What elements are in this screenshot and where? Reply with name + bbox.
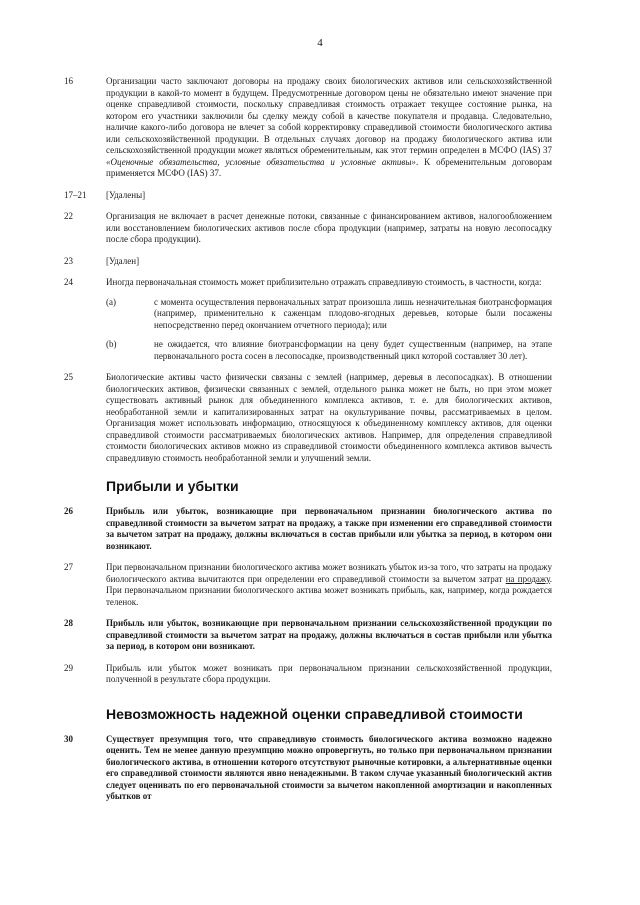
paragraph-number: 25 xyxy=(64,372,73,382)
paragraph-text: Прибыль или убыток, возникающие при первоначальном признании биологического актива по справедливой стоимости за вычетом затрат на продажу, а также при изменении его справедливой стоимости за вычетом затрат на продажу, должны включаться в состав прибыли или убытка за период, в котором они возникают. xyxy=(106,506,552,551)
paragraph-29 xyxy=(64,663,552,686)
paragraph-25 xyxy=(64,372,552,464)
paragraph-30 xyxy=(64,734,552,803)
paragraph-number: 29 xyxy=(64,662,73,673)
paragraph-number: 30 xyxy=(64,733,73,744)
paragraph-number: 16 xyxy=(64,76,73,86)
paragraph-27 xyxy=(64,562,552,608)
paragraph-text: Биологические активы часто физически связаны с землей (например, деревья в лесопосадках). В отношении биологических активов, физически связанных с землей, отдельного рынка может не быть, но при этом может существовать активный рынок для объединенного комплекса активов, т. е. для биологических активов, необработанной земли и капитализированных затрат на окультуривание почвы, рассматриваемых в целом. Организация может использовать информацию, относящуюся к объединенному комплексу активов, для оценки справедливой стоимости рассматриваемых биологических активов. Например, для определения справедливой стоимости биологических активов можно из справедливой стоимости объединенного комплекса активов вычесть справедливую стоимость необработанной земли и улучшений земли. xyxy=(106,372,552,463)
section-heading-gains-losses: Прибыли и убытки xyxy=(106,478,239,494)
paragraph-number: 28 xyxy=(64,618,73,628)
sub-item-text: с момента осуществления первоначальных затрат произошла лишь незначительная биотрансформация (например, применительно к саженцам плодово-ягодных деревьев, которые были посажены непосредственно перед окончанием отчетного периода); или xyxy=(154,296,552,330)
paragraph-number: 17–21 xyxy=(64,189,87,200)
standard-title: «Оценочные обязательства, условные обязательства и условные активы» xyxy=(106,156,416,167)
sub-item-a xyxy=(106,297,552,332)
paragraph-number: 24 xyxy=(64,277,73,287)
paragraph-23 xyxy=(64,256,552,268)
page-number: 4 xyxy=(317,37,323,49)
paragraph-text: [Удален] xyxy=(106,255,140,266)
paragraph-17-21 xyxy=(64,190,552,202)
paragraph-28 xyxy=(64,618,552,653)
section-heading-fair-value-unreliable: Невозможность надежной оценки справедливой стоимости xyxy=(106,705,523,722)
paragraph-text-end: . К обременительным договорам применяется МСФО (IAS) 37. xyxy=(106,156,552,178)
paragraph-26 xyxy=(64,506,552,552)
paragraph-text: Организации часто заключают договоры на продажу своих биологических активов или сельскохозяйственной продукции в какой-то момент в будущем. Предусмотренные договором цены не обязательно имеют значение при оценке справедливой стоимости, поскольку справедливая стоимость отражает текущее состояние рынка, на котором его участники заключили бы сделку между собой в качестве покупателя и продавца. Следовательно, наличие какого-либо договора не влечет за собой корректировку справедливой стоимости биологического актива или сельскохозяйственной продукции. В отдельных случаях договор на продажу биологического актива или сельскохозяйственной продукции может являться обременительным, как этот термин определен в МСФО (IAS) 37 xyxy=(106,76,552,155)
sub-item-text: не ожидается, что влияние биотрансформации на цену будет существенным (например, на этапе первоначального роста сосен в лесопосадке, производственный цикл которой составляет 30 лет). xyxy=(154,339,552,361)
paragraph-text: При первоначальном признании биологического актива может возникать убыток из-за того, что затраты на продажу биологического актива вычитаются при определении его справедливой стоимости за вычетом затрат xyxy=(106,562,552,584)
paragraph-text: Прибыль или убыток может возникать при первоначальном признании сельскохозяйственной продукции, полученной в результате сбора продукции. xyxy=(106,662,552,684)
sub-item-b xyxy=(106,339,552,362)
sub-item-label: (b) xyxy=(106,339,117,349)
paragraph-text: Существует презумпция того, что справедливую стоимость биологического актива возможно надежно оценить. Тем не менее данную презумпцию можно опровергнуть, но только при первоначальном признании биологического актива, в отношении которого отсутствуют рыночные котировки, а альтернативные оценки его справедливой стоимости являются явно ненадежными. В таком случае указанный биологический актив следует оценивать по его первоначальной стоимости за вычетом накопленной амортизации и накопленных убытков от xyxy=(106,733,552,801)
document-body xyxy=(64,76,552,813)
paragraph-number: 22 xyxy=(64,211,73,221)
paragraph-16 xyxy=(64,76,552,180)
underlined-text: на продажу xyxy=(505,573,550,584)
paragraph-text: Иногда первоначальная стоимость может приблизительно отражать справедливую стоимость, в частности, когда: xyxy=(106,277,542,287)
paragraph-text: Прибыль или убыток, возникающие при первоначальном признании сельскохозяйственной продукции по справедливой стоимости за вычетом затрат на продажу, должны включаться в состав прибыли или убытка за период, в котором они возникают. xyxy=(106,618,552,651)
paragraph-text: [Удалены] xyxy=(106,189,146,200)
paragraph-24 xyxy=(64,277,552,362)
paragraph-number: 26 xyxy=(64,506,73,516)
paragraph-text-end: . При первоначальном признании биологического актива может возникать прибыль, как, например, когда рождается теленок. xyxy=(106,573,552,607)
paragraph-text: Организация не включает в расчет денежные потоки, связанные с финансированием активов, налогообложением или восстановлением биологических активов после сбора продукции (например, затраты на новую лесопосадку после сбора продукции). xyxy=(106,211,552,244)
paragraph-22 xyxy=(64,211,552,246)
sub-item-label: (a) xyxy=(106,296,116,307)
paragraph-number: 23 xyxy=(64,255,73,266)
paragraph-number: 27 xyxy=(64,562,73,572)
